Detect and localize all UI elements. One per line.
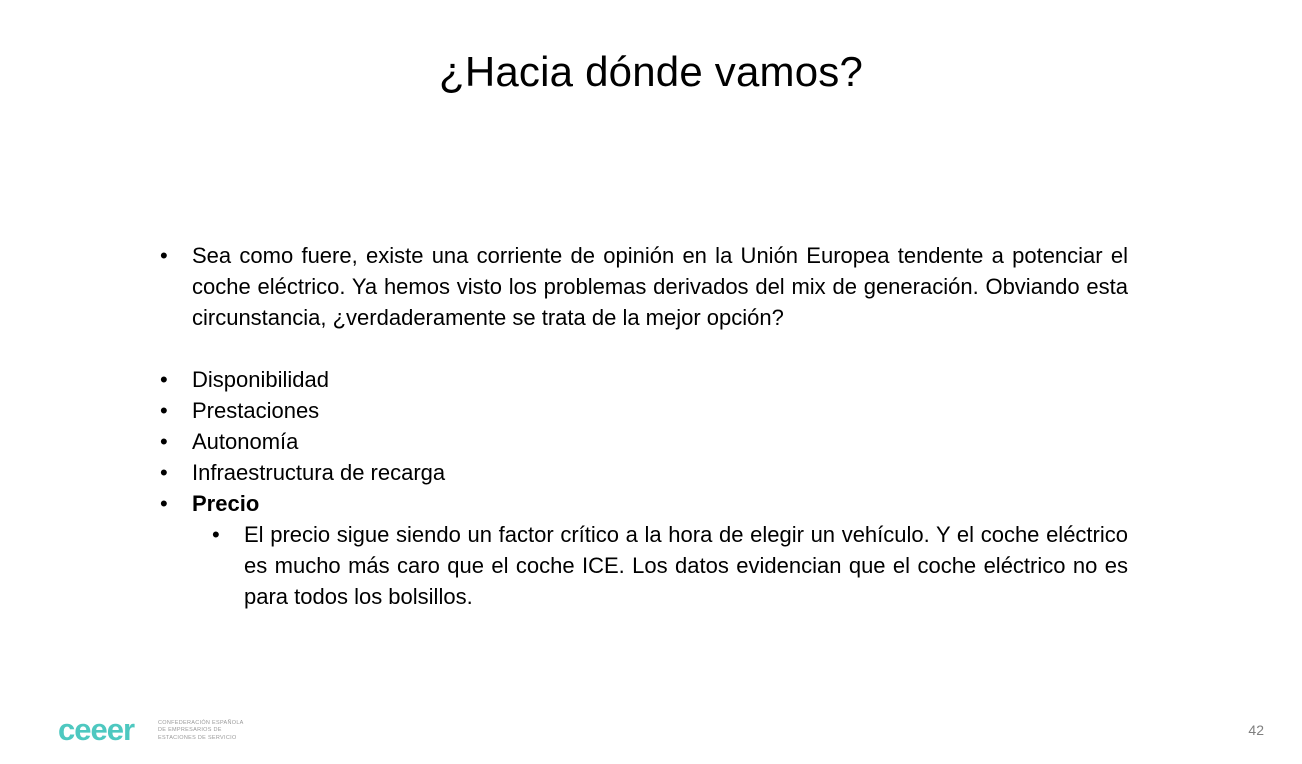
page-number: 42 [1248, 722, 1264, 738]
org-name [158, 720, 244, 743]
org-name-line: CONFEDERACIÓN ESPAÑOLA [158, 719, 244, 726]
org-name-line: DE EMPRESARIOS DE [158, 727, 222, 734]
org-name-line: ESTACIONES DE SERVICIO [158, 734, 237, 741]
sub-bullet-text: El precio sigue siendo un factor crítico a la hora de elegir un vehículo. Y el coche eléctrico es mucho más caro que el coche ICE. Los datos evidencian que el coche eléctrico no es para todos los bolsillos. [244, 522, 1128, 609]
bullet-marker: • [160, 460, 168, 485]
ceeer-logo-icon [58, 716, 152, 746]
list-item [160, 364, 1128, 395]
bullet-marker: • [160, 243, 168, 268]
list-item-label: Disponibilidad [192, 367, 329, 392]
bullet-marker: • [160, 491, 168, 516]
bullet-marker: • [160, 367, 168, 392]
list-item-label: Precio [192, 491, 260, 516]
list-item [160, 426, 1128, 457]
sub-bullet [212, 519, 1128, 612]
ceeer-logo [58, 716, 244, 746]
intro-text: Sea como fuere, existe una corriente de opinión en la Unión Europea tendente a potenciar el coche eléctrico. Ya hemos visto los problemas derivados del mix de generación. Obviando esta circunstancia, ¿verdaderamente se trata de la mejor opción? [192, 243, 1128, 330]
list-item-precio [160, 488, 1128, 519]
bullet-marker: • [212, 522, 220, 547]
list-item [160, 457, 1128, 488]
bullet-marker: • [160, 398, 168, 423]
slide-content [160, 240, 1128, 612]
list-item-label: Prestaciones [192, 398, 320, 423]
ceeer-logo-wordmark: ceeer [58, 716, 135, 746]
bullet-marker: • [160, 429, 168, 454]
list-item-label: Infraestructura de recarga [192, 460, 446, 485]
list-item-label: Autonomía [192, 429, 299, 454]
slide-title: ¿Hacia dónde vamos? [438, 48, 864, 95]
intro-bullet [160, 240, 1128, 333]
list-item [160, 395, 1128, 426]
